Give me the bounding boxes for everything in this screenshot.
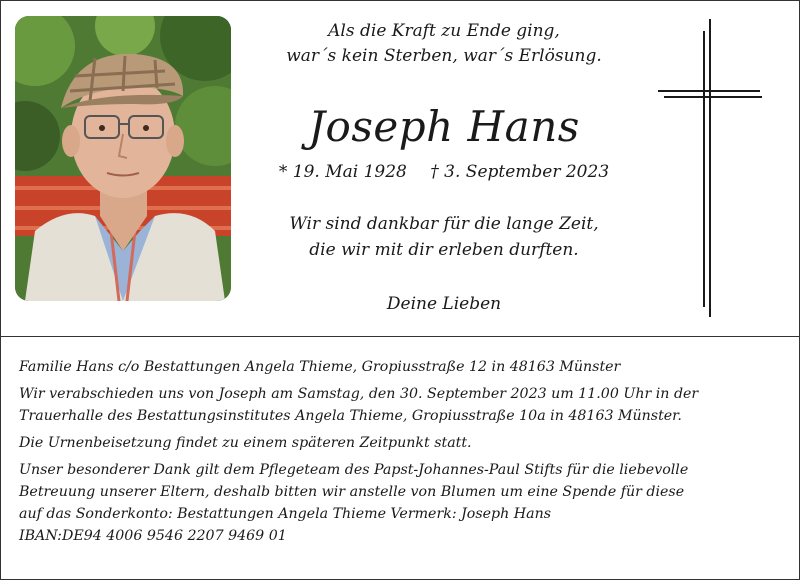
section-divider (1, 336, 799, 337)
cross-icon (656, 19, 766, 319)
portrait-photo (15, 16, 231, 301)
urn-notice (19, 432, 789, 454)
gratitude-text (269, 211, 619, 263)
farewell-notice (19, 383, 789, 427)
urn-line: Die Urnenbeisetzung findet zu einem späteren Zeitpunkt statt. (19, 435, 472, 451)
thanks-line-1: Wir sind dankbar für die lange Zeit, (289, 214, 599, 234)
funeral-notices (19, 356, 789, 552)
thanks-line-2: die wir mit dir erleben durften. (309, 240, 579, 260)
birth-date: * 19. Mai 1928 (278, 162, 407, 182)
farewell-line-2: Trauerhalle des Bestattungsinstitutes Angela Thieme, Gropiusstraße 10a in 48163 Münster. (19, 408, 682, 424)
donation-line-2: Betreuung unserer Eltern, deshalb bitten wir anstelle von Blumen um eine Spende für diese (19, 484, 685, 500)
verse-line-2: war´s kein Sterben, war´s Erlösung. (286, 46, 602, 66)
signoff: Deine Lieben (386, 294, 502, 314)
donation-line-1: Unser besonderer Dank gilt dem Pflegeteam des Papst-Johannes-Paul Stifts für die liebevolle (19, 462, 689, 478)
contact-line: Familie Hans c/o Bestattungen Angela Thieme, Gropiusstraße 12 in 48163 Münster (19, 359, 621, 375)
deceased-name: Joseph Hans (308, 102, 580, 151)
farewell-line-1: Wir verabschieden uns von Joseph am Samstag, den 30. September 2023 um 11.00 Uhr in der (19, 386, 699, 402)
contact-notice (19, 356, 789, 378)
donation-notice (19, 459, 789, 547)
verse-line-1: Als die Kraft zu Ende ging, (328, 21, 560, 41)
opening-verse (269, 19, 619, 69)
iban-line: IBAN:DE94 4006 9546 2207 9469 01 (19, 528, 287, 544)
death-date: † 3. September 2023 (430, 162, 610, 182)
life-dates (269, 159, 619, 185)
donation-line-3: auf das Sonderkonto: Bestattungen Angela Thieme Vermerk: Joseph Hans (19, 506, 552, 522)
